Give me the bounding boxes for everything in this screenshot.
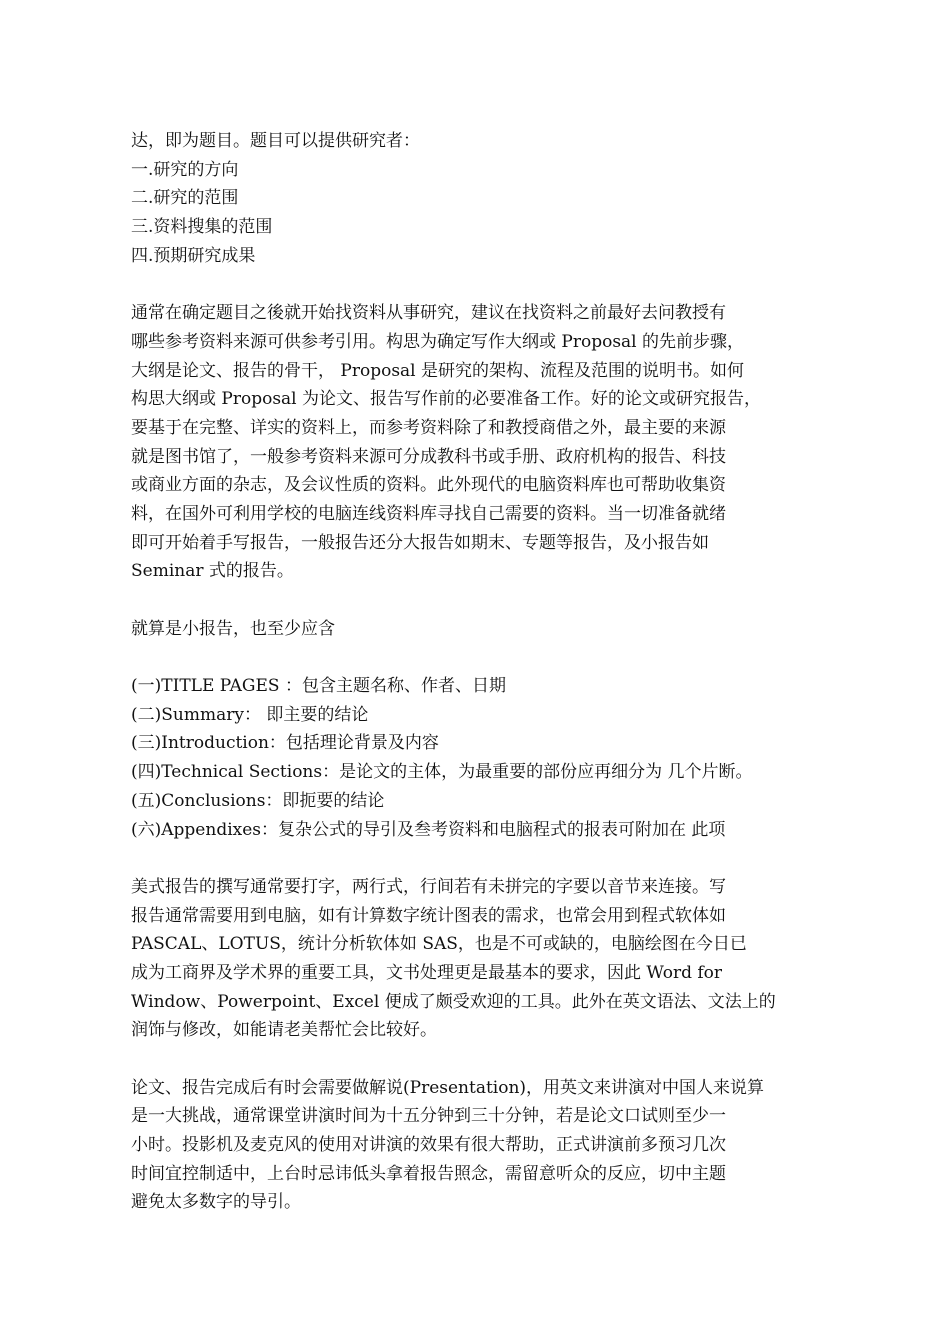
- paragraph-line: PASCAL、LOTUS，统计分析软体如 SAS，也是不可或缺的，电脑绘图在今日已: [131, 934, 747, 955]
- intro-list-item: 二.研究的范围: [131, 188, 239, 209]
- paragraph-line: 时间宜控制适中，上台时忌讳低头拿着报告照念，需留意听众的反应，切中主题: [131, 1163, 726, 1184]
- paragraph-line: 大纲是论文、报告的骨干， Proposal 是研究的架构、流程及范围的说明书。如何: [131, 360, 745, 381]
- paragraph-line: 或商业方面的杂志，及会议性质的资料。此外现代的电脑资料库也可帮助收集资: [131, 475, 726, 496]
- paragraph-line: 小时。投影机及麦克风的使用对讲演的效果有很大帮助，正式讲演前多预习几次: [131, 1135, 726, 1156]
- document-page: [131, 127, 831, 1217]
- section-list-item: (四)Technical Sections：是论文的主体，为最重要的部份应再细分为 几个片断。: [131, 762, 753, 783]
- paragraph-line: 是一大挑战，通常课堂讲演时间为十五分钟到三十分钟，若是论文口试则至少一: [131, 1106, 726, 1127]
- intro-block: [131, 127, 831, 270]
- paragraph-line: 料，在国外可利用学校的电脑连线资料库寻找自己需要的资料。当一切准备就绪: [131, 503, 726, 524]
- section-list-item: (三)Introduction：包括理论背景及内容: [131, 733, 439, 754]
- paragraph-line: 美式报告的撰写通常要打字，两行式，行间若有未拼完的字要以音节来连接。写: [131, 876, 726, 897]
- paragraph-writing: [131, 873, 831, 1045]
- paragraph-line: 就算是小报告，也至少应含: [131, 618, 335, 639]
- section-list-item: (一)TITLE PAGES ：包含主题名称、作者、日期: [131, 676, 506, 697]
- intro-list-item: 四.预期研究成果: [131, 245, 256, 266]
- paragraph-line: Window、Powerpoint、Excel 便成了颇受欢迎的工具。此外在英文语法、文法上的: [131, 991, 776, 1012]
- paragraph-line: 避免太多数字的导引。: [131, 1192, 301, 1213]
- section-list-item: (五)Conclusions：即扼要的结论: [131, 790, 385, 811]
- paragraph-line: 要基于在完整、详实的资料上，而参考资料除了和教授商借之外，最主要的来源: [131, 417, 726, 438]
- paragraph-gap: [131, 643, 831, 672]
- paragraph-line: Seminar 式的报告。: [131, 561, 294, 582]
- section-list-item: (六)Appendixes：复杂公式的导引及叁考资料和电脑程式的报表可附加在 此项: [131, 819, 726, 840]
- intro-list-item: 三.资料搜集的范围: [131, 217, 273, 238]
- paragraph-line: 哪些参考资料来源可供参考引用。构思为确定写作大纲或 Proposal 的先前步骤，: [131, 331, 745, 352]
- intro-line: 达，即为题目。题目可以提供研究者：: [131, 131, 420, 151]
- paragraph-line: 通常在确定题目之後就开始找资料从事研究，建议在找资料之前最好去问教授有: [131, 303, 726, 324]
- paragraph-gap: [131, 270, 831, 299]
- paragraph-line: 论文、报告完成后有时会需要做解说(Presentation)，用英文来讲演对中国人来说算: [131, 1077, 765, 1098]
- paragraph-gap: [131, 1045, 831, 1074]
- paragraph-research: [131, 299, 831, 586]
- paragraph-gap: [131, 586, 831, 615]
- section-list-item: (二)Summary： 即主要的结论: [131, 704, 369, 725]
- paragraph-line: 即可开始着手写报告，一般报告还分大报告如期末、专题等报告，及小报告如: [131, 532, 709, 553]
- paragraph-small-report: [131, 615, 831, 644]
- paragraph-gap: [131, 844, 831, 873]
- section-list: [131, 672, 831, 844]
- intro-list-item: 一.研究的方向: [131, 159, 239, 180]
- paragraph-line: 润饰与修改，如能请老美帮忙会比较好。: [131, 1020, 437, 1041]
- paragraph-line: 成为工商界及学术界的重要工具，文书处理更是最基本的要求，因此 Word for: [131, 962, 723, 983]
- paragraph-line: 构思大纲或 Proposal 为论文、报告写作前的必要准备工作。好的论文或研究报告，: [131, 389, 762, 410]
- paragraph-line: 报告通常需要用到电脑，如有计算数字统计图表的需求，也常会用到程式软体如: [131, 905, 726, 926]
- paragraph-line: 就是图书馆了，一般参考资料来源可分成教科书或手册、政府机构的报告、科技: [131, 446, 726, 467]
- paragraph-presentation: [131, 1074, 831, 1217]
